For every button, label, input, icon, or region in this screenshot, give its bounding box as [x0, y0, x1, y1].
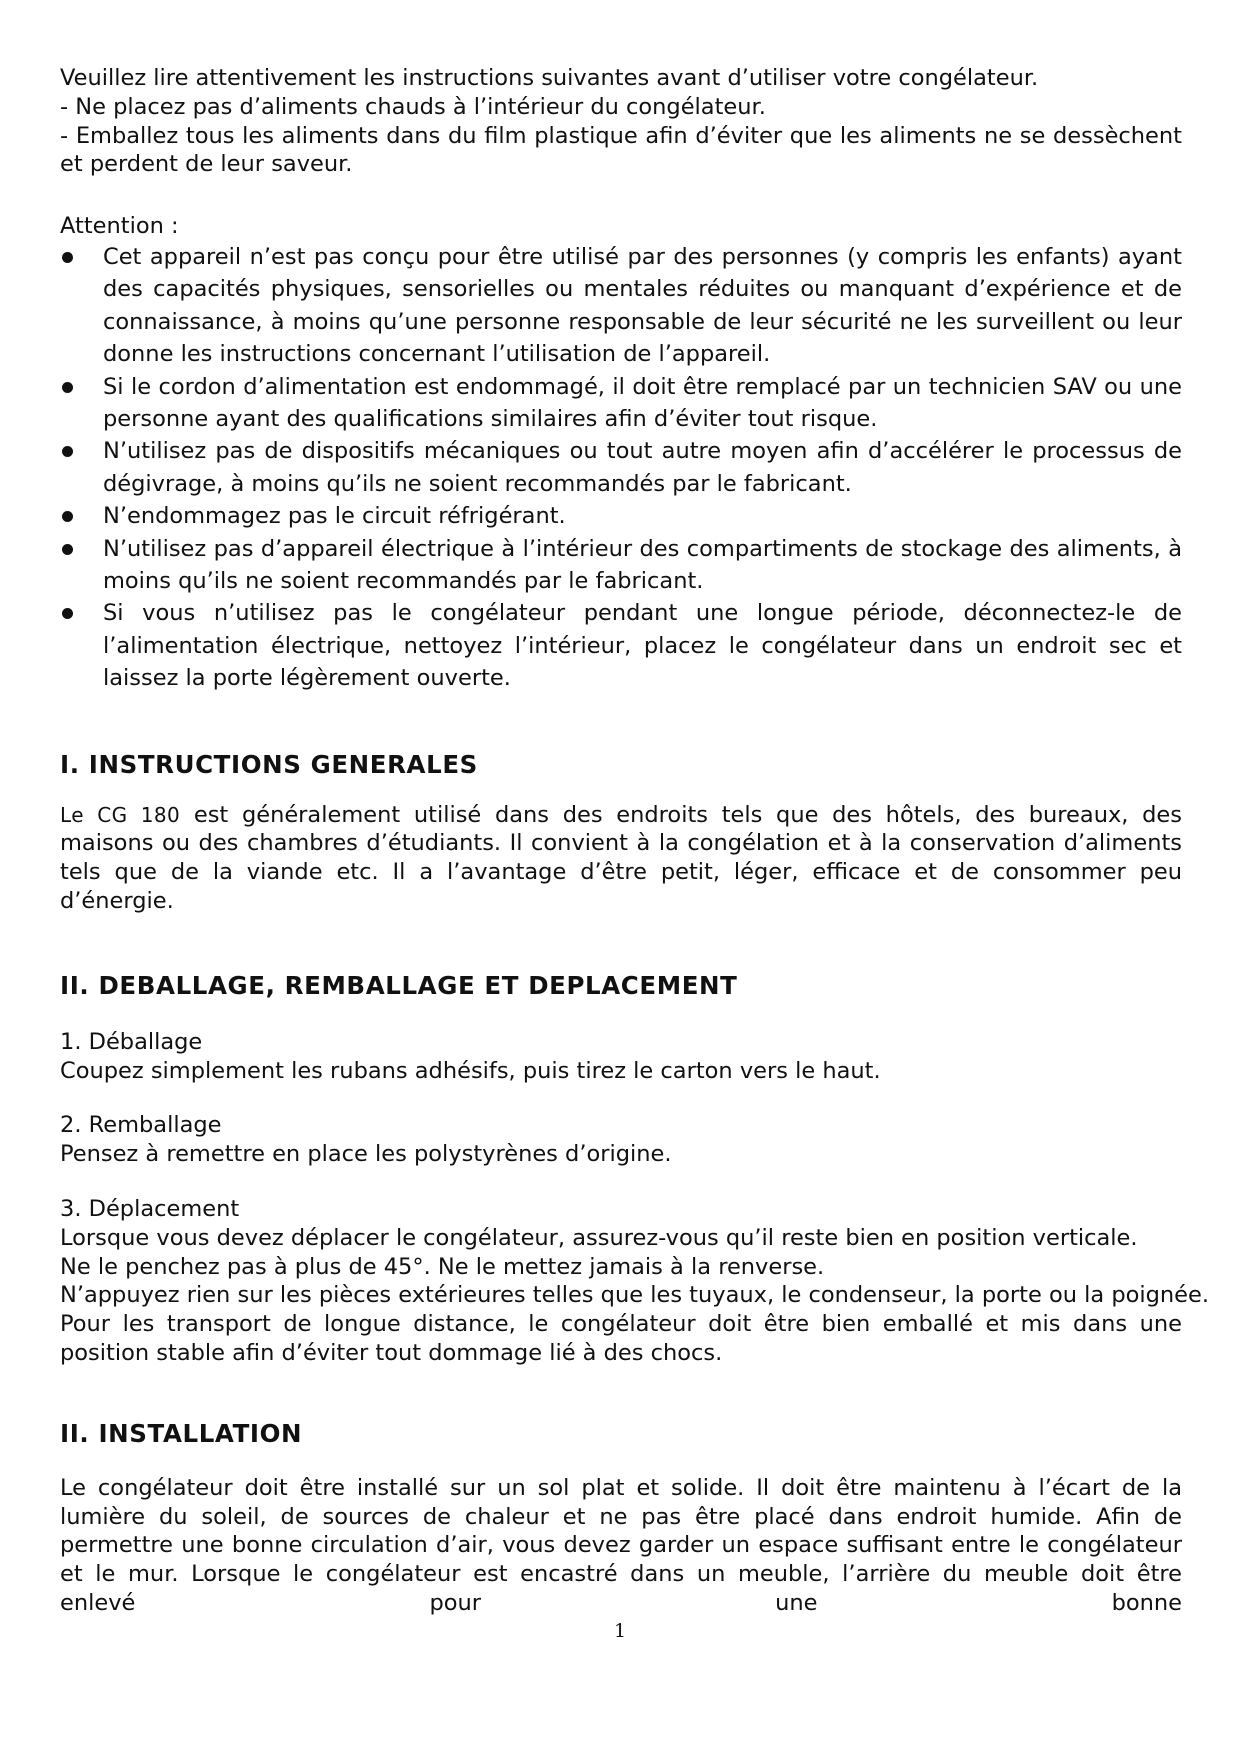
intro-line: - Emballez tous les aliments dans du film plastique afin d’éviter que les aliments ne se dessèchent et perdent de leur saveur.: [60, 122, 1182, 178]
general-paragraph: Le CG 180 est généralement utilisé dans des endroits tels que des hôtels, des bureaux, des maisons ou des chambres d’étudiants. Il convient à la congélation et à la conservation d’aliments tels que de la viande etc. Il a l’avantage d’être petit, léger, efficace et de consommer peu d’énergie.: [60, 801, 1182, 915]
list-item: N’endommagez pas le circuit réfrigérant.: [60, 500, 1182, 532]
list-item: Si le cordon d’alimentation est endommagé, il doit être remplacé par un technicien SAV ou une personne ayant des qualifications similaires afin d’éviter tout risque.: [60, 371, 1182, 436]
attention-label: Attention :: [60, 213, 179, 240]
bullet-icon: [62, 608, 73, 619]
bullet-icon: [62, 446, 73, 457]
section-heading-installation: II. INSTALLATION: [60, 1418, 303, 1448]
bullet-icon: [62, 511, 73, 522]
model-name: Le CG 180: [60, 802, 181, 827]
bullet-icon: [62, 252, 73, 263]
section-heading-general: I. INSTRUCTIONS GENERALES: [60, 749, 478, 779]
subsection-text-unpack: Coupez simplement les rubans adhésifs, puis tirez le carton vers le haut.: [60, 1057, 881, 1084]
intro-line: - Ne placez pas d’aliments chauds à l’intérieur du congélateur.: [60, 93, 766, 120]
move-line: Pour les transport de longue distance, le congélateur doit être bien emballé et mis dans une position stable afin d’éviter tout dommage lié à des chocs.: [60, 1311, 1182, 1367]
page-number: 1: [613, 1620, 627, 1642]
move-line: N’appuyez rien sur les pièces extérieures telles que les tuyaux, le condenseur, la porte ou la poignée.: [60, 1282, 1210, 1309]
subsection-title-unpack: 1. Déballage: [60, 1028, 203, 1055]
installation-paragraph: Le congélateur doit être installé sur un sol plat et solide. Il doit être maintenu à l’écart de la lumière du soleil, de sources de chaleur et ne pas être placé dans endroit humide. Afin de permettre une bonne circulation d’air, vous devez garder un espace suffisant entre le congélateur et le mur. Lorsque le congélateur est encastré dans un meuble, l’arrière du meuble doit être enlevé pour une bonne: [60, 1474, 1182, 1617]
list-item: Si vous n’utilisez pas le congélateur pendant une longue période, déconnectez-le de l’alimentation électrique, nettoyez l’intérieur, placez le congélateur dans un endroit sec et laissez la porte légèrement ouverte.: [60, 597, 1182, 694]
list-item: Cet appareil n’est pas conçu pour être utilisé par des personnes (y compris les enfants) ayant des capacités physiques, sensorielles ou mentales réduites ou manquant d’expérience et de connaissance, à moins qu’une personne responsable de leur sécurité ne les surveillent ou leur donne les instructions concernant l’utilisation de l’appareil.: [60, 241, 1182, 371]
move-line: Lorsque vous devez déplacer le congélateur, assurez-vous qu’il reste bien en position verticale.: [60, 1224, 1138, 1251]
move-line: Ne le penchez pas à plus de 45°. Ne le mettez jamais à la renverse.: [60, 1253, 825, 1280]
bullet-icon: [62, 544, 73, 555]
subsection-title-move: 3. Déplacement: [60, 1196, 240, 1223]
subsection-title-repack: 2. Remballage: [60, 1112, 222, 1139]
list-item: N’utilisez pas d’appareil électrique à l’intérieur des compartiments de stockage des aliments, à moins qu’ils ne soient recommandés par le fabricant.: [60, 533, 1182, 598]
attention-list: [60, 241, 1182, 695]
intro-line: Veuillez lire attentivement les instructions suivantes avant d’utiliser votre congélateur.: [60, 65, 1039, 91]
section-heading-unpacking: II. DEBALLAGE, REMBALLAGE ET DEPLACEMENT: [60, 970, 738, 1000]
bullet-icon: [62, 382, 73, 393]
list-item: N’utilisez pas de dispositifs mécaniques ou tout autre moyen afin d’accélérer le processus de dégivrage, à moins qu’ils ne soient recommandés par le fabricant.: [60, 435, 1182, 500]
page-content: [60, 64, 1210, 1618]
subsection-text-repack: Pensez à remettre en place les polystyrènes d’origine.: [60, 1141, 672, 1168]
